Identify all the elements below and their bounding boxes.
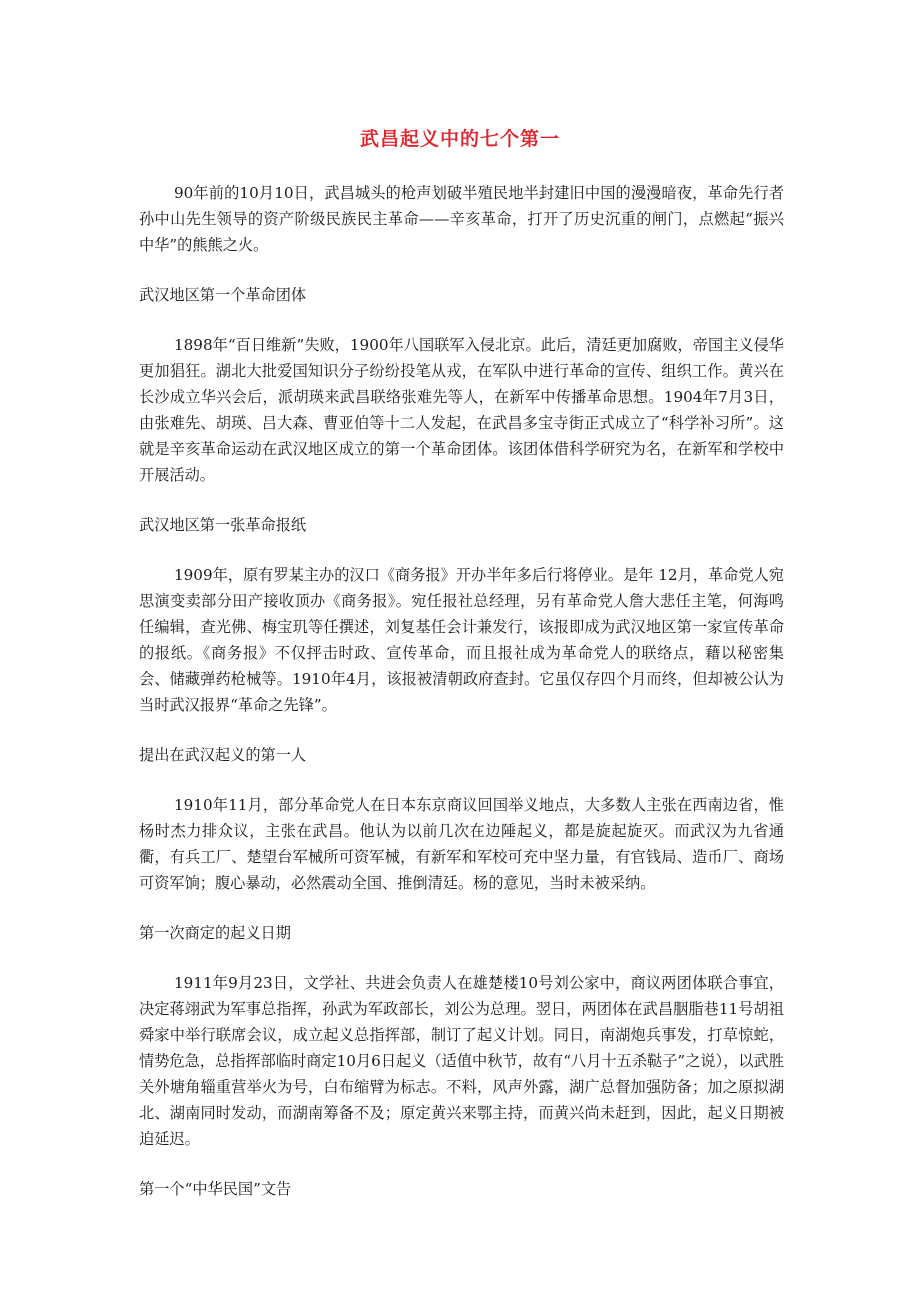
section-paragraph: 1898年“百日维新”失败，1900年八国联军入侵北京。此后，清廷更加腐败，帝国主义侵华更加猖狂。湖北大批爱国知识分子纷纷投笔从戎，在军队中进行革命的宣传、组织工作。黄兴在长沙成立华兴会后，派胡瑛来武昌联络张难先等人，在新军中传播革命思想。1904年7月3日，由张难先、胡瑛、吕大森、曹亚伯等十二人发起，在武昌多宝寺街正式成立了“科学补习所”。这就是辛亥革命运动在武汉地区成立的第一个革命团体。该团体借科学研究为名，在新军和学校中开展活动。	[139, 336, 784, 484]
section-paragraph: 1910年11月，部分革命党人在日本东京商议回国举义地点，大多数人主张在西南边省，惟杨时杰力排众议，主张在武昌。他认为以前几次在边陲起义，都是旋起旋灭。而武汉为九省通衢，有兵工厂、楚望台军械所可资军械，有新军和军校可充中坚力量，有官钱局、造币厂、商场可资军饷；腹心暴动，必然震动全国、推倒清廷。杨的意见，当时未被采纳。	[139, 796, 784, 892]
section-heading: 第一次商定的起义日期	[139, 924, 291, 942]
section-heading: 第一个“中华民国”文告	[139, 1180, 292, 1198]
page-title: 武昌起义中的七个第一	[359, 128, 560, 150]
section-heading: 武汉地区第一张革命报纸	[139, 516, 307, 534]
section-heading: 武汉地区第一个革命团体	[139, 286, 307, 304]
section-paragraph: 1911年9月23日，文学社、共进会负责人在雄楚楼10号刘公家中，商议两团体联合事宜，决定蒋翊武为军事总指挥，孙武为军政部长，刘公为总理。翌日，两团体在武昌胭脂巷11号胡祖舜家中举行联席会议，成立起义总指挥部，制订了起义计划。同日，南湖炮兵事发，打草惊蛇，情势危急，总指挥部临时商定10月6日起义（适值中秋节，故有“八月十五杀鞑子”之说），以武胜关外塘角辎重营举火为号，白布缩臂为标志。不料，风声外露，湖广总督加强防备；加之原拟湖北、湖南同时发动，而湖南筹备不及；原定黄兴来鄂主持，而黄兴尚未赶到，因此，起义日期被迫延迟。	[139, 974, 784, 1148]
section-paragraph: 1909年，原有罗某主办的汉口《商务报》开办半年多后行将停业。是年 12月，革命党人宛思演变卖部分田产接收顶办《商务报》。宛任报社总经理，另有革命党人詹大悲任主笔，何海鸣任编辑，查光佛、梅宝玑等任撰述，刘复基任会计兼发行，该报即成为武汉地区第一家宣传革命的报纸。《商务报》不仅抨击时政、宣传革命，而且报社成为革命党人的联络点，藉以秘密集会、储藏弹药枪械等。1910年4月，该报被清朝政府查封。它虽仅存四个月而终，但却被公认为当时武汉报界“革命之先锋”。	[139, 566, 784, 714]
intro-paragraph: 90年前的10月10日，武昌城头的枪声划破半殖民地半封建旧中国的漫漫暗夜，革命先行者孙中山先生领导的资产阶级民族民主革命——辛亥革命，打开了历史沉重的闸门，点燃起“振兴中华”的熊熊之火。	[139, 184, 784, 254]
section-heading: 提出在武汉起义的第一人	[139, 746, 307, 764]
article-body	[139, 180, 784, 1226]
